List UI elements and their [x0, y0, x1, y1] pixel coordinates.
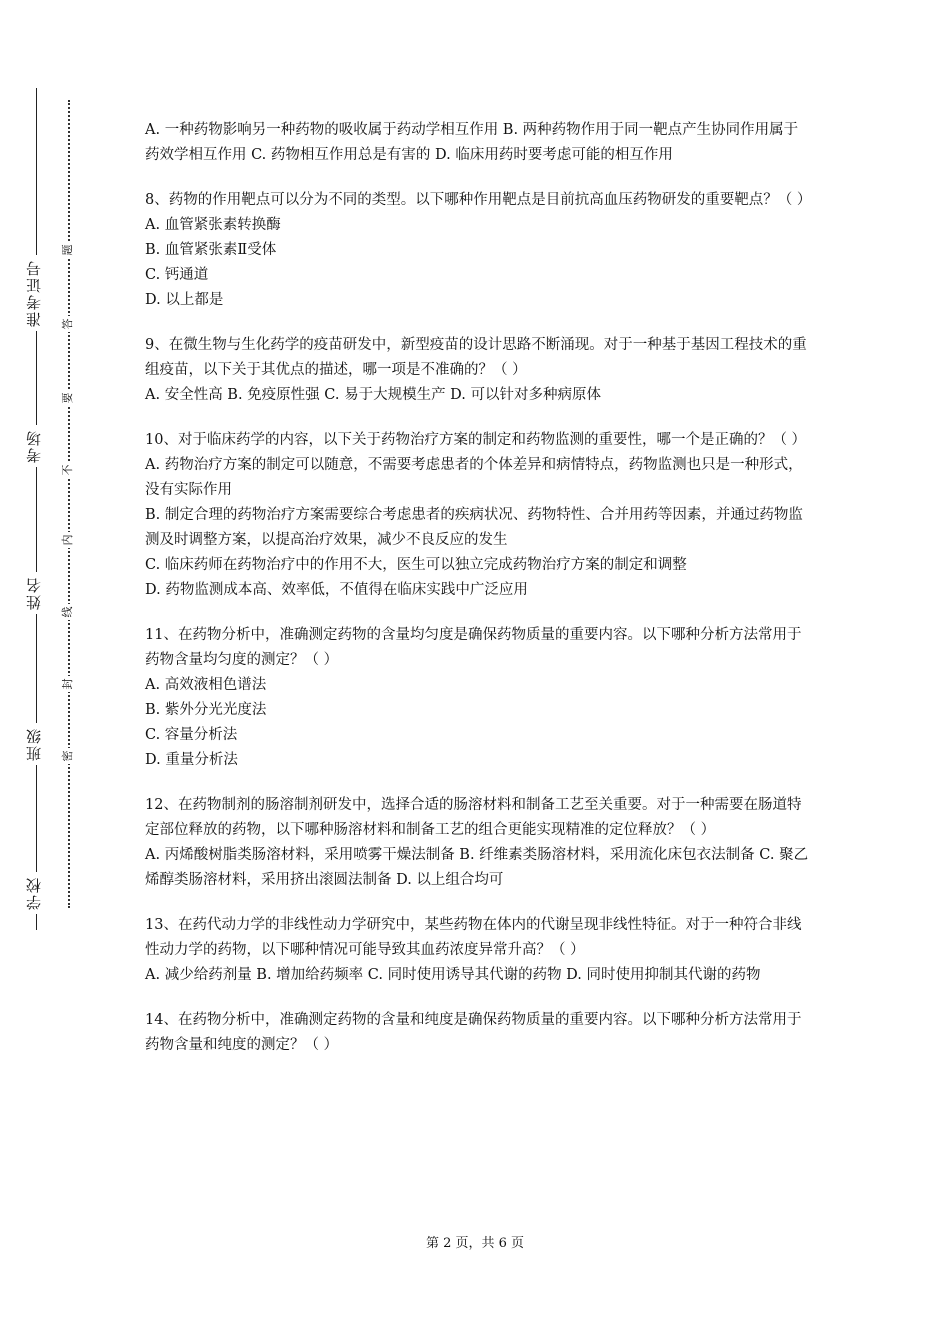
- question-block: [145, 188, 810, 313]
- seal-char: 封: [60, 676, 76, 692]
- field-label-name: 姓名: [23, 572, 51, 614]
- seal-char: 答: [60, 316, 76, 332]
- option-line: C. 临床药师在药物治疗中的作用不大，医生可以独立完成药物治疗方案的制定和调整: [145, 557, 687, 573]
- field-label-class: 班级: [23, 723, 51, 765]
- field-label-exam-room: 考场: [23, 425, 51, 467]
- question-block: [145, 333, 810, 408]
- option-line: B. 制定合理的药物治疗方案需要综合考虑患者的疾病状况、药物特性、合并用药等因素，并通过药物监测及时调整方案，以提高治疗效果，减少不良反应的发生: [145, 507, 803, 548]
- option-line: A. 减少给药剂量 B. 增加给药频率 C. 同时使用诱导其代谢的药物 D. 同时使用抑制其代谢的药物: [145, 967, 761, 983]
- option-line: A. 丙烯酸树脂类肠溶材料，采用喷雾干燥法制备 B. 纤维素类肠溶材料，采用流化床包衣法制备 C. 聚乙烯醇类肠溶材料，采用挤出滚圆法制备 D. 以上组合均可: [145, 847, 809, 888]
- question-block: [145, 428, 810, 603]
- question-stem: 12、在药物制剂的肠溶制剂研发中，选择合适的肠溶材料和制备工艺至关重要。对于一种需要在肠道特定部位释放的药物，以下哪种肠溶材料和制备工艺的组合更能实现精准的定位释放？（ ）: [145, 797, 802, 838]
- question-list: [145, 118, 810, 1078]
- option-line: A. 高效液相色谱法: [145, 677, 267, 693]
- option-line: B. 紫外分光光度法: [145, 702, 267, 718]
- page-number: 第 2 页，共 6 页: [425, 1236, 525, 1251]
- seal-char: 题: [60, 242, 76, 258]
- option-line: B. 血管紧张素Ⅱ受体: [145, 242, 277, 258]
- seal-char: 密: [60, 748, 76, 764]
- seal-char: 要: [60, 390, 76, 406]
- option-line: A. 药物治疗方案的制定可以随意，不需要考虑患者的个体差异和病情特点，药物监测也只是一种形式，没有实际作用: [145, 457, 803, 498]
- option-line: A. 一种药物影响另一种药物的吸收属于药动学相互作用 B. 两种药物作用于同一靶点产生协同作用属于药效学相互作用 C. 药物相互作用总是有害的 D. 临床用药时要考虑可能的相互作用: [145, 122, 799, 163]
- option-line: C. 容量分析法: [145, 727, 238, 743]
- field-label-school: 学校: [23, 872, 51, 914]
- option-line: C. 钙通道: [145, 267, 209, 283]
- question-stem: 10、对于临床药学的内容，以下关于药物治疗方案的制定和药物监测的重要性，哪一个是正确的？（ ）: [145, 432, 807, 448]
- question-block: [145, 1008, 810, 1058]
- binding-margin: [0, 0, 120, 1344]
- field-label-exam-id: 准考证号: [23, 255, 51, 331]
- question-stem: 9、在微生物与生化药学的疫苗研发中，新型疫苗的设计思路不断涌现。对于一种基于基因工程技术的重组疫苗，以下关于其优点的描述，哪一项是不准确的？（ ）: [145, 337, 807, 378]
- option-line: D. 重量分析法: [145, 752, 238, 768]
- question-stem: 8、药物的作用靶点可以分为不同的类型。以下哪种作用靶点是目前抗高血压药物研发的重要靶点？（ ）: [145, 192, 812, 208]
- question-block: [145, 793, 810, 893]
- question-stem: 14、在药物分析中，准确测定药物的含量和纯度是确保药物质量的重要内容。以下哪种分析方法常用于药物含量和纯度的测定？（ ）: [145, 1012, 802, 1053]
- option-line: A. 血管紧张素转换酶: [145, 217, 281, 233]
- option-line: A. 安全性高 B. 免疫原性强 C. 易于大规模生产 D. 可以针对多种病原体: [145, 387, 602, 403]
- question-block: [145, 913, 810, 988]
- question-block: [145, 118, 810, 168]
- question-stem: 11、在药物分析中，准确测定药物的含量均匀度是确保药物质量的重要内容。以下哪种分析方法常用于药物含量均匀度的测定？（ ）: [145, 627, 802, 668]
- question-block: [145, 623, 810, 773]
- question-stem: 13、在药代动力学的非线性动力学研究中，某些药物在体内的代谢呈现非线性特征。对于一种符合非线性动力学的药物，以下哪种情况可能导致其血药浓度异常升高？（ ）: [145, 917, 802, 958]
- option-line: D. 以上都是: [145, 292, 224, 308]
- seal-char: 线: [60, 604, 76, 620]
- binding-dotted-line: [68, 100, 70, 908]
- seal-char: 不: [60, 462, 76, 478]
- option-line: D. 药物监测成本高、效率低，不值得在临床实践中广泛应用: [145, 582, 528, 598]
- binding-solid-line: [36, 88, 37, 930]
- seal-char: 内: [60, 532, 76, 548]
